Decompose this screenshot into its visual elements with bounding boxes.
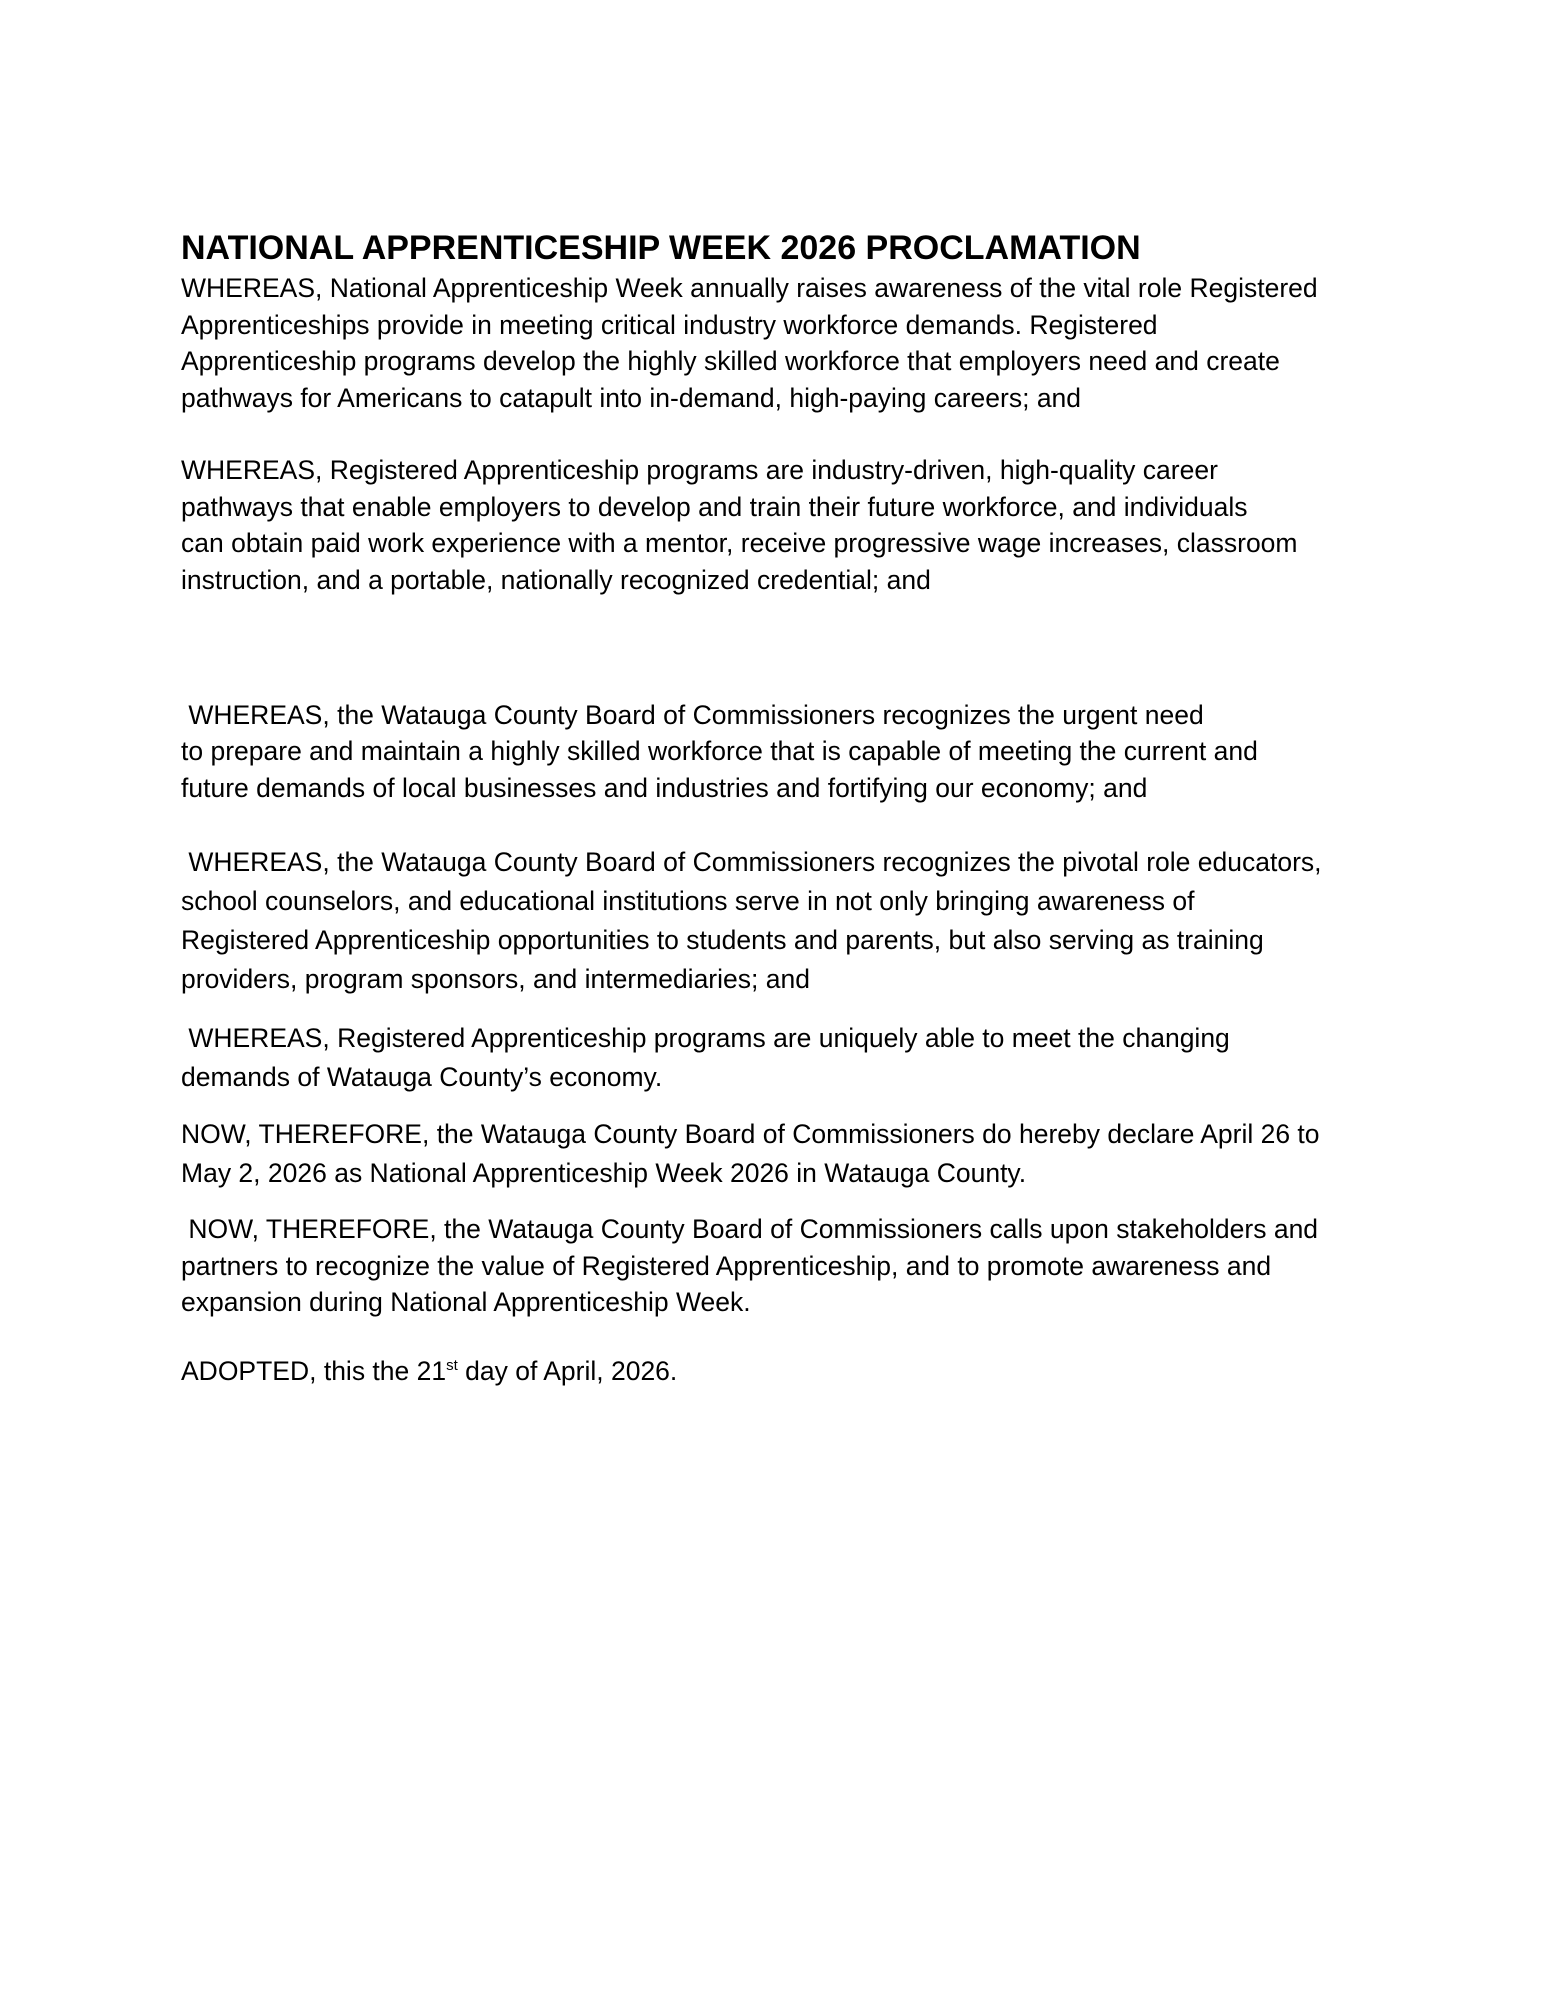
text-line: instruction, and a portable, nationally recognized credential; and [181, 564, 931, 595]
text-line: partners to recognize the value of Registered Apprenticeship, and to promote awareness and [181, 1250, 1272, 1281]
text-line: May 2, 2026 as National Apprenticeship Week 2026 in Watauga County. [181, 1158, 1027, 1188]
paragraph-whereas-4 [181, 843, 1371, 999]
text-line: Apprenticeship programs develop the highly skilled workforce that employers need and create [181, 346, 1280, 376]
text-line: WHEREAS, the Watauga County Board of Commissioners recognizes the pivotal role educators, [181, 847, 1322, 877]
adopted-prefix: ADOPTED, this the 21 [181, 1355, 447, 1386]
text-line: providers, program sponsors, and intermediaries; and [181, 964, 810, 994]
text-line: future demands of local businesses and industries and fortifying our economy; and [181, 772, 1148, 803]
text-line: WHEREAS, the Watauga County Board of Commissioners recognizes the urgent need [181, 699, 1204, 730]
paragraph-whereas-1 [181, 270, 1371, 416]
paragraph-now-therefore-2 [181, 1211, 1371, 1321]
adopted-line [181, 1353, 1371, 1390]
text-line: pathways for Americans to catapult into in-demand, high-paying careers; and [181, 382, 1082, 413]
text-line: can obtain paid work experience with a mentor, receive progressive wage increases, classroom [181, 528, 1298, 558]
text-line: NOW, THEREFORE, the Watauga County Board of Commissioners calls upon stakeholders and [181, 1214, 1319, 1244]
text-line: to prepare and maintain a highly skilled workforce that is capable of meeting the current and [181, 736, 1258, 766]
paragraph-whereas-3 [181, 660, 1371, 806]
text-line: NOW, THEREFORE, the Watauga County Board of Commissioners do hereby declare April 26 to [181, 1119, 1320, 1149]
text-line: WHEREAS, Registered Apprenticeship programs are industry-driven, high-quality career [181, 455, 1218, 485]
paragraph-now-therefore-1 [181, 1115, 1371, 1193]
adopted-suffix: day of April, 2026. [457, 1355, 678, 1386]
text-line: WHEREAS, Registered Apprenticeship programs are uniquely able to meet the changing [181, 1023, 1230, 1053]
paragraph-whereas-2 [181, 452, 1371, 598]
text-line: Registered Apprenticeship opportunities to students and parents, but also serving as training [181, 925, 1264, 955]
page-title: NATIONAL APPRENTICESHIP WEEK 2026 PROCLAMATION [181, 229, 1141, 267]
text-line: Apprenticeships provide in meeting critical industry workforce demands. Registered [181, 309, 1158, 340]
paragraph-whereas-5 [181, 1019, 1371, 1097]
text-line: pathways that enable employers to develop and train their future workforce, and individuals [181, 491, 1248, 522]
adopted-superscript: st [446, 1356, 458, 1374]
text-line: WHEREAS, National Apprenticeship Week annually raises awareness of the vital role Registered [181, 273, 1318, 303]
text-line: school counselors, and educational institutions serve in not only bringing awareness of [181, 886, 1195, 916]
text-line: demands of Watauga County’s economy. [181, 1062, 663, 1092]
text-line: expansion during National Apprenticeship Week. [181, 1287, 751, 1317]
proclamation-body [181, 226, 1371, 1389]
